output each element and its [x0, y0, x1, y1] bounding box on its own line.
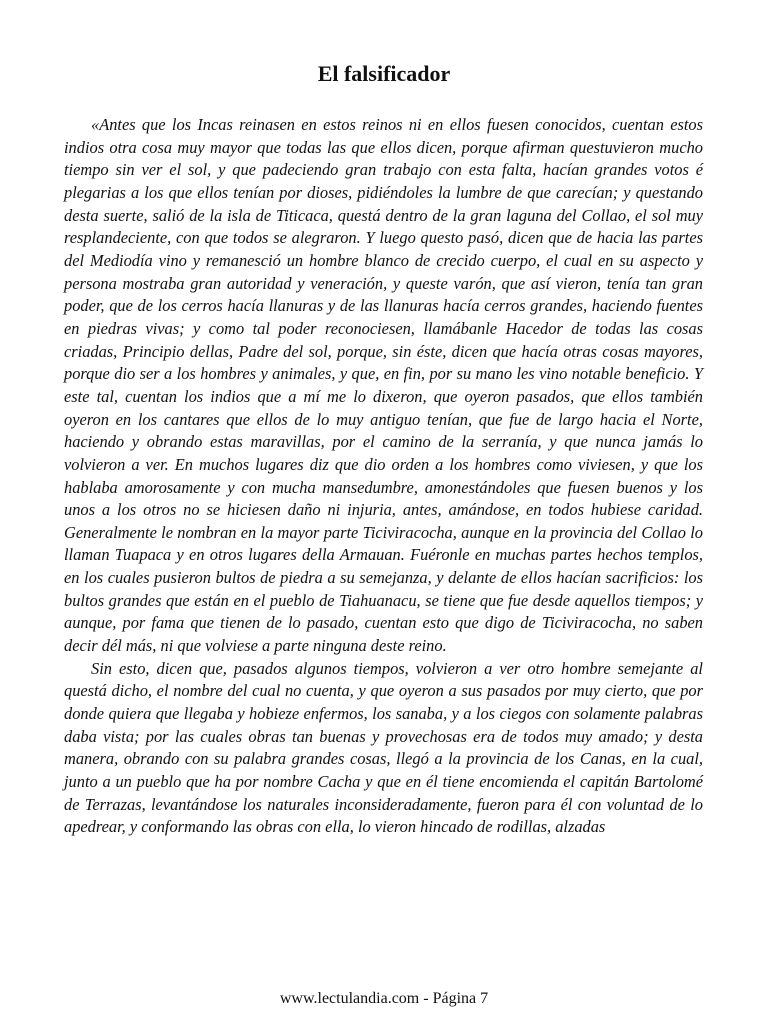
page-title: El falsificador	[317, 61, 451, 86]
body-text	[64, 114, 703, 839]
paragraph-2: Sin esto, dicen que, pasados algunos tiempos, volvieron a ver otro hombre semejante al questá dicho, el nombre del cual no cuenta, y que oyeron a sus pasados por muy cierto, que por donde quiera que llegaba y hobieze enfermos, los sanaba, y a los ciegos con solamente palabras daba vista; por las cuales obras tan buenas y provechosas era de todos muy amado; y desta manera, obrando con su palabra grandes cosas, llegó a la provincia de los Canas, en la cual, junto a un pueblo que ha por nombre Cacha y que en él tiene encomienda el capitán Bartolomé de Terrazas, levantándose los naturales inconsideradamente, fueron para él con voluntad de lo apedrear, y conformando las obras con ella, lo vieron hincado de rodillas, alzadas	[64, 658, 703, 837]
page-footer: www.lectulandia.com - Página 7	[279, 990, 489, 1007]
paragraph-1: «Antes que los Incas reinasen en estos reinos ni en ellos fuesen conocidos, cuentan estos indios otra cosa muy mayor que todas las que ellos dicen, porque afirman questuvieron mucho tiempo sin ver el sol, y que padeciendo gran trabajo con esta falta, hacían grandes votos é plegarias a los que ellos tenían por dioses, pidiéndoles la lumbre de que carecían; y questando desta suerte, salió de la isla de Titicaca, questá dentro de la gran laguna del Collao, el sol muy resplandeciente, con que todos se alegraron. Y luego questo pasó, dicen que de hacia las partes del Mediodía vino y remanesció un hombre blanco de crecido cuerpo, el cual en su aspecto y persona mostraba gran autoridad y veneración, y queste varón, que así vieron, tenía tan gran poder, que de los cerros hacía llanuras y de las llanuras hacía cerros grandes, haciendo fuentes en piedras vivas; y como tal poder reconociesen, llamábanle Hacedor de todas las cosas criadas, Principio dellas, Padre del sol, porque, sin éste, dicen que hacía otras cosas mayores, porque dio ser a los hombres y animales, y que, en fin, por su mano les vino notable beneficio. Y este tal, cuentan los indios que a mí me lo dixeron, que oyeron pasados, que ellos también oyeron en los cantares que ellos de lo muy antiguo tenían, que fue de largo hacia el Norte, haciendo y obrando estas maravillas, por el camino de la serranía, y que nunca jamás lo volvieron a ver. En muchos lugares diz que dio orden a los hombres como viviesen, y que los hablaba amorosamente y con mucha mansedumbre, amonestándoles que fuesen buenos y los unos a los otros no se hiciesen daño ni injuria, antes, amándose, en todos hubiese caridad. Generalmente le nombran en la mayor parte Ticiviracocha, aunque en la provincia del Collao lo llaman Tuapaca y en otros lugares della Armauan. Fuéronle en muchas partes hechos templos, en los cuales pusieron bultos de piedra a su semejanza, y delante de ellos hacían sacrificios: los bultos grandes que están en el pueblo de Tiahuanacu, se tiene que fue desde aquellos tiempos; y aunque, por fama que tienen de lo pasado, cuentan esto que digo de Ticiviracocha, no saben decir dél más, ni que volviese a parte ninguna deste reino.	[64, 115, 703, 656]
